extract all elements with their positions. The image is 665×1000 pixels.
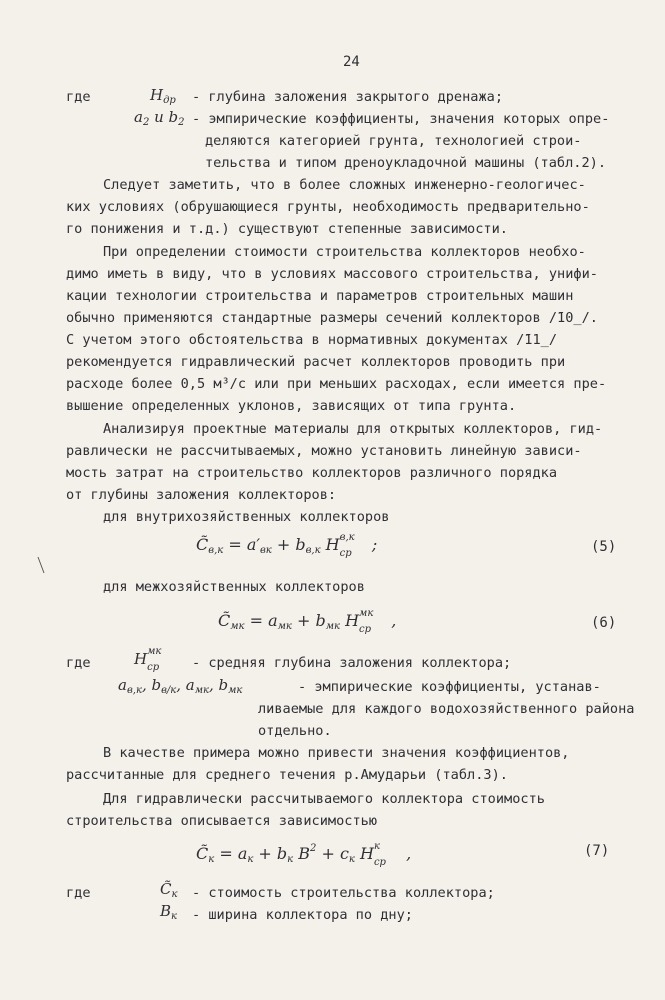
equation-7: $C̃_к = a_к + b_к$ $B^2 + c_к$ H к ср , bbox=[196, 840, 412, 868]
text-line: ливаемые для каждого водохозяйственного района bbox=[258, 701, 635, 717]
formula-term: $H_{др}$ bbox=[150, 86, 176, 106]
margin-mark bbox=[36, 556, 46, 574]
text-line: деляются категорией грунта, технологией строи- bbox=[205, 133, 582, 149]
text-line: обычно применяются стандартные размеры сечений коллекторов /̄10_/. bbox=[66, 310, 598, 326]
text-line: - ширина коллектора по дну; bbox=[192, 907, 413, 923]
text-line: от глубины заложения коллекторов: bbox=[66, 487, 337, 503]
text-line: ких условиях (обрушающиеся грунты, необходимость предварительно- bbox=[66, 199, 590, 215]
where-label: где bbox=[66, 89, 91, 105]
text-line: рекомендуется гидравлический расчет коллекторов проводить при bbox=[66, 354, 566, 370]
where-label: где bbox=[66, 655, 91, 671]
text-line: Анализируя проектные материалы для открытых коллекторов, гид- bbox=[103, 421, 603, 437]
text-line: При определении стоимости строительства коллекторов необхо- bbox=[103, 244, 586, 260]
text-line: димо иметь в виду, что в условиях массового строительства, унифи- bbox=[66, 266, 598, 282]
text-line: мость затрат на строительство коллекторов различного порядка bbox=[66, 465, 558, 481]
where-label: где bbox=[66, 885, 91, 901]
equation-number: (6) bbox=[591, 615, 617, 631]
formula-term: $B_к$ bbox=[160, 902, 178, 922]
formula-term: $a_{в,к}$, $b_{в/к}$, $a_{мк}$, $b_{мк}$ bbox=[118, 676, 243, 696]
text-line: - глубина заложения закрытого дренажа; bbox=[192, 89, 503, 105]
text-line: отдельно. bbox=[258, 723, 332, 739]
text-line: - эмпирические коэффициенты, устанав- bbox=[298, 679, 601, 695]
text-line: го понижения и т.д.) существуют степенные зависимости. bbox=[66, 221, 508, 237]
equation-6: $C̃_{мк} = a_{мк} + b_{мк}$ H мк ср , bbox=[218, 607, 397, 635]
formula-term: $a_2$ и $b_2$ bbox=[134, 108, 185, 128]
text-line: - стоимость строительства коллектора; bbox=[192, 885, 495, 901]
page-number: 24 bbox=[343, 54, 360, 70]
text-line: расходе более 0,5 м³/с или при меньших расходах, если имеется пре- bbox=[66, 376, 607, 392]
formula-term: $C̃_к$ bbox=[160, 880, 178, 900]
text-line: кации технологии строительства и параметров строительных машин bbox=[66, 288, 574, 304]
text-line: тельства и типом дреноукладочной машины (табл.2). bbox=[205, 155, 607, 171]
formula-term: H мк ср bbox=[134, 646, 162, 673]
text-line: строительства описывается зависимостью bbox=[66, 813, 377, 829]
text-line: Для гидравлически рассчитываемого коллектора стоимость bbox=[103, 791, 545, 807]
text-line: Следует заметить, что в более сложных инженерно-геологичес- bbox=[103, 177, 586, 193]
text-line: - эмпирические коэффициенты, значения которых опре- bbox=[192, 111, 610, 127]
text-line: В качестве примера можно привести значения коэффициентов, bbox=[103, 745, 570, 761]
equation-number: (7) bbox=[584, 843, 610, 859]
text-line: рассчитанные для среднего течения р.Амударьи (табл.3). bbox=[66, 767, 508, 783]
text-line: равлически не рассчитываемых, можно установить линейную зависи- bbox=[66, 443, 582, 459]
text-line: для внутрихозяйственных коллекторов bbox=[103, 509, 390, 525]
equation-number: (5) bbox=[591, 539, 617, 555]
text-line: для межхозяйственных коллекторов bbox=[103, 579, 365, 595]
text-line: С учетом этого обстоятельства в нормативных документах /̄11_/ bbox=[66, 332, 558, 348]
text-line: вышение определенных уклонов, зависящих от типа грунта. bbox=[66, 398, 517, 414]
equation-5: $C̃_{в,к} = a'_{вк} + b_{в,к}$ H в,к ср ; bbox=[196, 531, 378, 559]
text-line: - средняя глубина заложения коллектора; bbox=[192, 655, 512, 671]
